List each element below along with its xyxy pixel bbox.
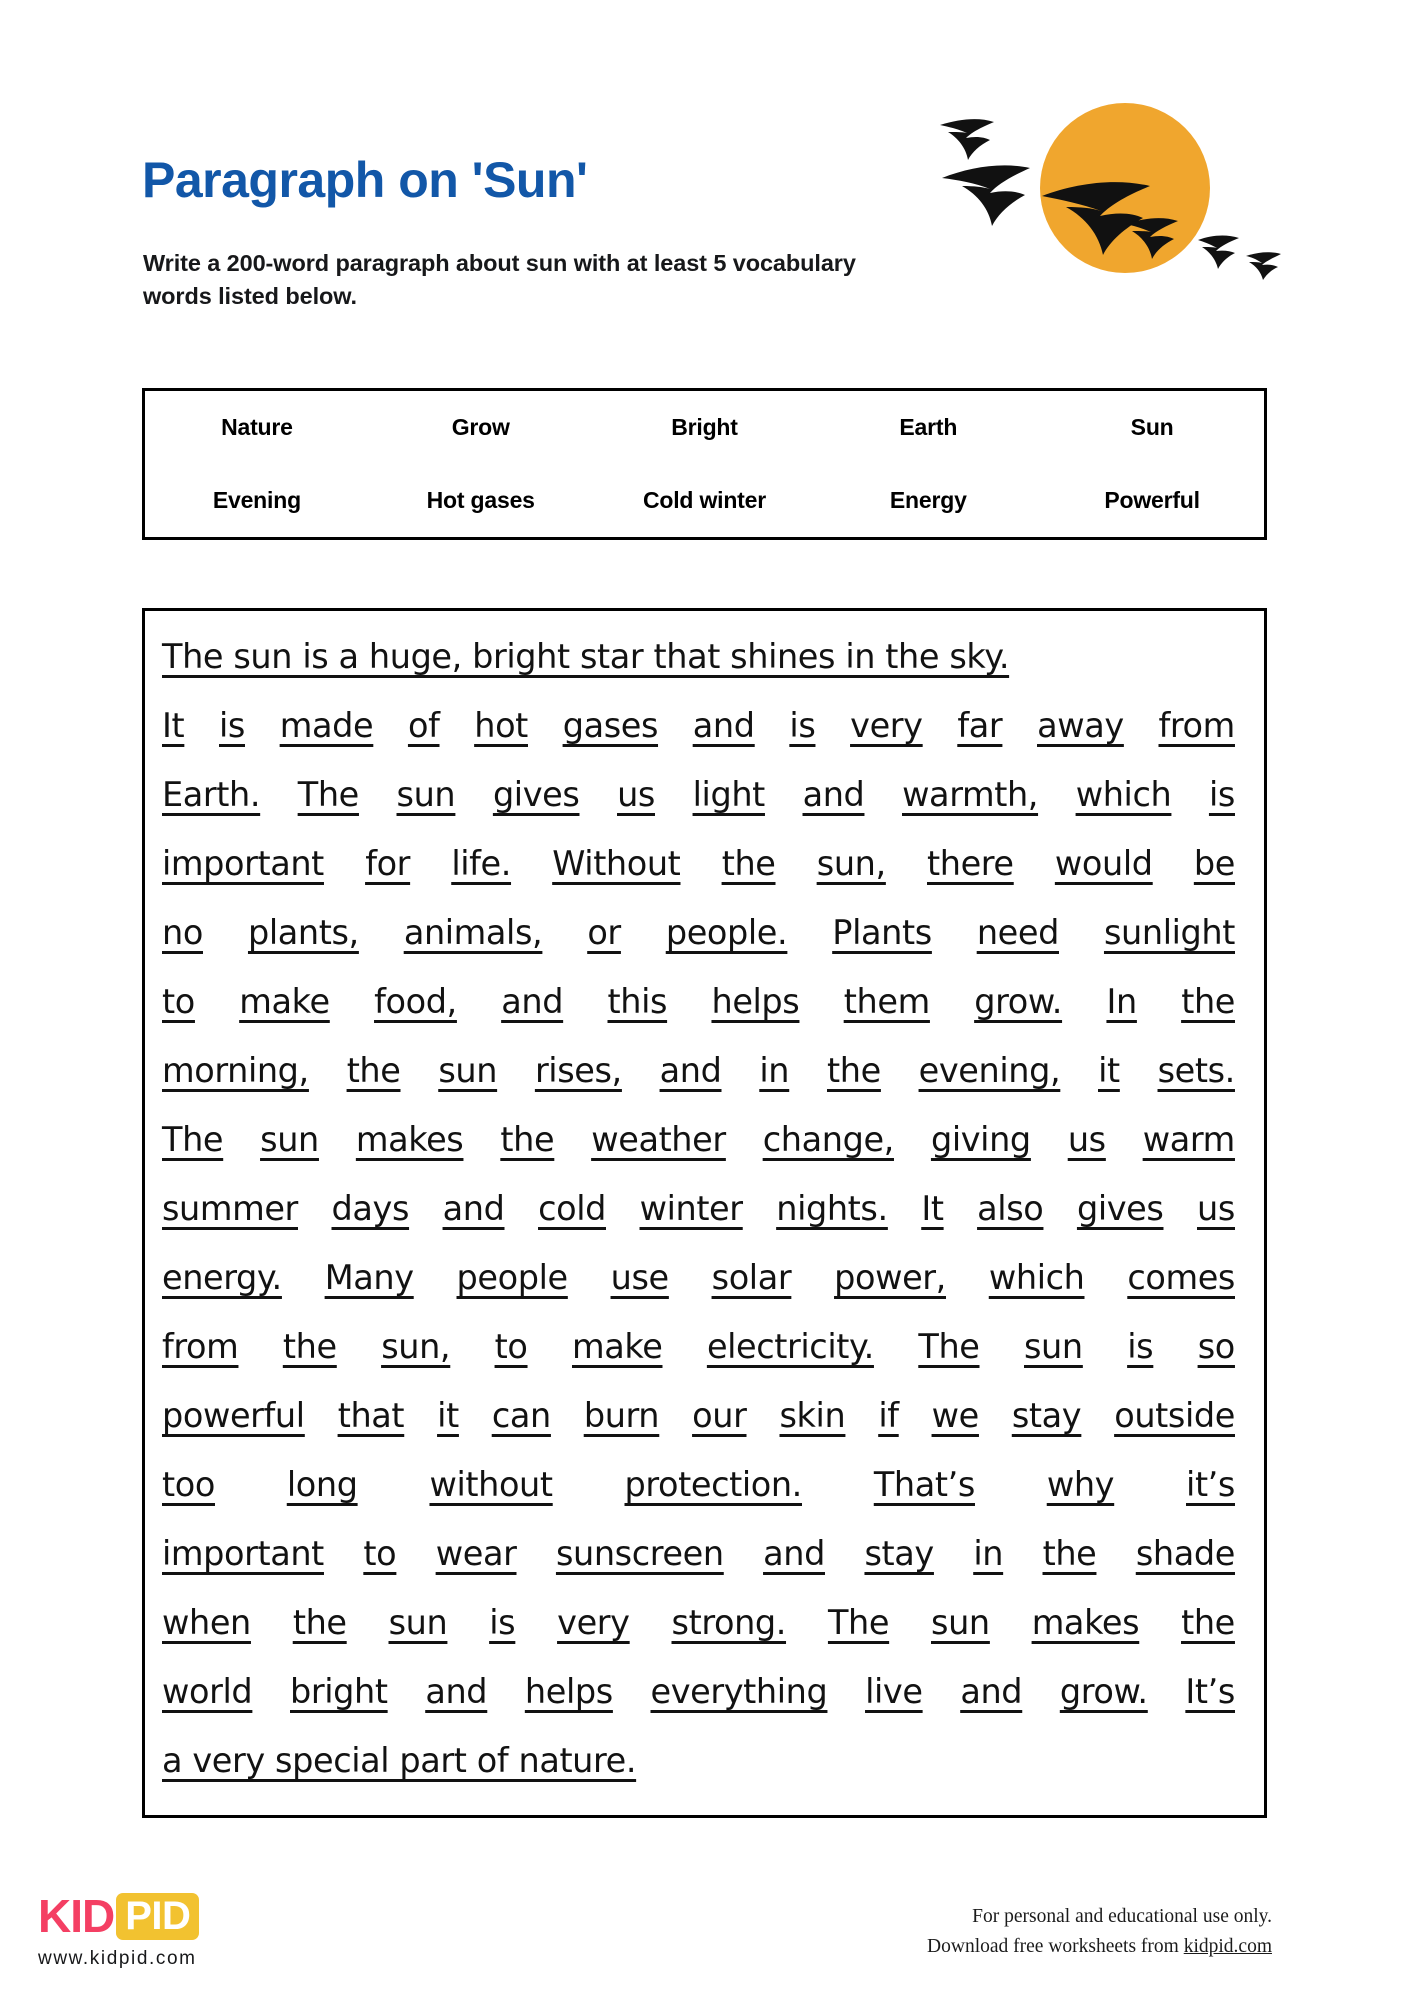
answer-word: the: [1181, 982, 1235, 1021]
answer-word: too: [162, 1465, 215, 1504]
answer-word: shade: [1135, 1534, 1235, 1573]
answer-word: why: [1046, 1465, 1115, 1504]
vocab-word: Sun: [1130, 414, 1174, 440]
answer-word: energy.: [162, 1258, 282, 1297]
answer-word: change,: [762, 1120, 894, 1159]
answer-line: [162, 1450, 1235, 1519]
answer-word: no: [162, 913, 203, 952]
answer-word: so: [1197, 1327, 1235, 1366]
answer-line: [162, 1174, 1235, 1243]
answer-word: long: [286, 1465, 358, 1504]
answer-word: us: [1197, 1189, 1235, 1228]
vocab-word: Energy: [889, 487, 967, 513]
answer-word: and: [763, 1534, 825, 1573]
answer-word: sunlight: [1103, 913, 1235, 952]
answer-line: [162, 1657, 1235, 1726]
answer-word: It: [162, 706, 185, 745]
answer-word: Earth.: [162, 775, 261, 814]
answer-line: [162, 1381, 1235, 1450]
answer-word: from: [1158, 706, 1235, 745]
vocab-word: Evening: [212, 487, 301, 513]
answer-word: skin: [779, 1396, 846, 1435]
answer-word: gives: [1076, 1189, 1164, 1228]
vocab-word: Bright: [671, 414, 738, 440]
answer-word: world: [162, 1672, 253, 1711]
answer-word: it’s: [1186, 1465, 1235, 1504]
answer-word: the: [721, 844, 776, 883]
answer-line: a very special part of nature.: [162, 1741, 637, 1780]
answer-word: and: [501, 982, 564, 1021]
answer-word: that: [337, 1396, 405, 1435]
answer-word: solar: [711, 1258, 792, 1297]
answer-word: and: [442, 1189, 505, 1228]
logo-pid-badge: [116, 1893, 199, 1940]
answer-word: comes: [1127, 1258, 1235, 1297]
vocabulary-grid: [145, 391, 1264, 537]
answer-word: without: [429, 1465, 553, 1504]
answer-word: sun: [388, 1603, 448, 1642]
vocab-word: Hot gases: [426, 487, 535, 513]
answer-word: our: [692, 1396, 747, 1435]
usage-notice-line2: [927, 1932, 1272, 1962]
answer-word: and: [659, 1051, 722, 1090]
answer-word: sunscreen: [555, 1534, 724, 1573]
answer-word: The: [297, 775, 359, 814]
answer-word: winter: [639, 1189, 743, 1228]
answer-line: [162, 1312, 1235, 1381]
answer-word: which: [1075, 775, 1172, 814]
answer-word: live: [865, 1672, 923, 1711]
answer-word: plants,: [247, 913, 359, 952]
answer-word: sun: [260, 1120, 319, 1159]
answer-word: warmth,: [902, 775, 1039, 814]
answer-word: nights.: [776, 1189, 888, 1228]
answer-word: helps: [524, 1672, 613, 1711]
answer-word: is: [219, 706, 245, 745]
answer-word: and: [692, 706, 755, 745]
answer-word: in: [973, 1534, 1004, 1573]
answer-word: That’s: [873, 1465, 975, 1504]
answer-line: [162, 898, 1235, 967]
answer-word: sun,: [381, 1327, 451, 1366]
sun-and-birds-illustration: [930, 100, 1350, 320]
answer-word: sun: [931, 1603, 990, 1642]
answer-word: bright: [290, 1672, 388, 1711]
answer-word: sun: [396, 775, 456, 814]
answer-word: the: [282, 1327, 337, 1366]
answer-word: The: [162, 1120, 224, 1159]
answer-word: summer: [162, 1189, 298, 1228]
answer-word: giving: [930, 1120, 1031, 1159]
vocab-word: Grow: [451, 414, 510, 440]
answer-word: food,: [374, 982, 457, 1021]
kidpid-link[interactable]: kidpid.com: [1183, 1936, 1272, 1958]
answer-word: strong.: [671, 1603, 787, 1642]
answer-word: The: [827, 1603, 890, 1642]
answer-word: light: [692, 775, 765, 814]
answer-word: protection.: [624, 1465, 802, 1504]
answer-word: cold: [538, 1189, 606, 1228]
answer-word: powerful: [162, 1396, 305, 1435]
kidpid-logo[interactable]: [38, 1890, 199, 1970]
answer-word: the: [500, 1120, 555, 1159]
answer-word: is: [789, 706, 816, 745]
answer-word: the: [1042, 1534, 1097, 1573]
answer-word: rises,: [534, 1051, 622, 1090]
answer-word: warm: [1142, 1120, 1235, 1159]
answer-word: life.: [451, 844, 512, 883]
vocab-word: Cold winter: [642, 487, 766, 513]
answer-line: [162, 1243, 1235, 1312]
answer-word: is: [1127, 1327, 1154, 1366]
answer-word: which: [988, 1258, 1085, 1297]
usage-notice-prefix: Download free worksheets from: [927, 1936, 1184, 1958]
answer-word: we: [931, 1396, 979, 1435]
answer-word: wear: [435, 1534, 517, 1573]
vocab-word: Powerful: [1104, 487, 1200, 513]
answer-word: need: [976, 913, 1059, 952]
answer-word: animals,: [403, 913, 543, 952]
answer-word: sun: [438, 1051, 498, 1090]
answer-word: the: [346, 1051, 401, 1090]
answer-word: Many: [324, 1258, 414, 1297]
answer-word: It’s: [1185, 1672, 1235, 1711]
answer-word: make: [572, 1327, 663, 1366]
answer-line: [162, 1519, 1235, 1588]
answer-word: gases: [562, 706, 659, 745]
vocab-word: Nature: [221, 414, 293, 440]
answer-word: In: [1106, 982, 1137, 1021]
answer-line: [162, 1588, 1235, 1657]
answer-word: outside: [1114, 1396, 1235, 1435]
logo-website-url: www.kidpid.com: [38, 1948, 197, 1969]
answer-word: to: [494, 1327, 528, 1366]
answer-word: hot: [474, 706, 528, 745]
answer-word: burn: [583, 1396, 660, 1435]
answer-word: is: [489, 1603, 516, 1642]
answer-word: Plants: [832, 913, 932, 952]
answer-word: important: [162, 1534, 324, 1573]
answer-word: is: [1208, 775, 1235, 814]
vocabulary-word-bank: [142, 388, 1267, 540]
answer-word: gives: [492, 775, 580, 814]
answer-word: there: [927, 844, 1014, 883]
answer-line: [162, 1105, 1235, 1174]
answer-word: stay: [1011, 1396, 1082, 1435]
answer-word: the: [1181, 1603, 1235, 1642]
answer-word: and: [425, 1672, 488, 1711]
answer-word: people.: [665, 913, 788, 952]
page-title: Paragraph on 'Sun': [142, 152, 588, 208]
answer-word: it: [437, 1396, 459, 1435]
logo-pid-text: PID: [125, 1893, 191, 1938]
answer-word: important: [162, 844, 324, 883]
answer-word: everything: [650, 1672, 828, 1711]
answer-word: The: [918, 1327, 980, 1366]
answer-word: it: [1098, 1051, 1120, 1090]
answer-word: stay: [864, 1534, 934, 1573]
answer-word: in: [759, 1051, 790, 1090]
answer-word: and: [960, 1672, 1023, 1711]
usage-notice: [927, 1902, 1272, 1962]
answer-word: to: [363, 1534, 397, 1573]
answer-word: people: [456, 1258, 568, 1297]
answer-word: very: [850, 706, 923, 745]
answer-word: helps: [711, 982, 800, 1021]
answer-word: sun: [1024, 1327, 1083, 1366]
answer-word: or: [587, 913, 621, 952]
answer-word: the: [827, 1051, 881, 1090]
answer-word: weather: [591, 1120, 726, 1159]
answer-word: grow.: [1059, 1672, 1148, 1711]
answer-word: us: [617, 775, 655, 814]
answer-line: [162, 691, 1235, 760]
answer-word: when: [162, 1603, 251, 1642]
answer-word: can: [491, 1396, 551, 1435]
answer-word: for: [365, 844, 411, 883]
worksheet-header: [0, 0, 1414, 310]
answer-text[interactable]: [162, 622, 1235, 1795]
answer-word: use: [610, 1258, 669, 1297]
answer-response-box[interactable]: [142, 608, 1267, 1818]
answer-word: makes: [1031, 1603, 1140, 1642]
answer-line: The sun is a huge, bright star that shines in the sky.: [162, 637, 1010, 676]
answer-word: evening,: [918, 1051, 1061, 1090]
answer-line: [162, 829, 1235, 898]
answer-word: sets.: [1157, 1051, 1235, 1090]
answer-word: far: [957, 706, 1003, 745]
answer-word: also: [977, 1189, 1044, 1228]
answer-word: and: [802, 775, 865, 814]
answer-word: of: [407, 706, 440, 745]
answer-line: [162, 760, 1235, 829]
answer-word: electricity.: [706, 1327, 874, 1366]
answer-word: them: [843, 982, 930, 1021]
answer-word: morning,: [162, 1051, 309, 1090]
answer-word: sun,: [816, 844, 886, 883]
answer-word: the: [292, 1603, 347, 1642]
answer-word: be: [1193, 844, 1235, 883]
answer-line: [162, 1036, 1235, 1105]
instructions-text: Write a 200-word paragraph about sun with at least 5 vocabulary words listed below.: [143, 250, 856, 310]
answer-word: It: [921, 1189, 944, 1228]
answer-word: made: [279, 706, 374, 745]
worksheet-footer: [0, 1860, 1414, 2000]
answer-word: very: [557, 1603, 630, 1642]
vocab-word: Earth: [899, 414, 958, 440]
answer-word: away: [1037, 706, 1124, 745]
answer-word: grow.: [974, 982, 1063, 1021]
answer-word: power,: [834, 1258, 946, 1297]
answer-word: days: [331, 1189, 410, 1228]
answer-word: make: [239, 982, 330, 1021]
answer-word: to: [162, 982, 195, 1021]
answer-line: [162, 967, 1235, 1036]
answer-word: makes: [355, 1120, 464, 1159]
answer-word: us: [1067, 1120, 1106, 1159]
answer-word: Without: [552, 844, 681, 883]
usage-notice-line1: For personal and educational use only.: [972, 1906, 1272, 1927]
answer-word: from: [162, 1327, 239, 1366]
answer-word: this: [607, 982, 668, 1021]
logo-kid-text: KID: [38, 1890, 115, 1942]
answer-word: if: [878, 1396, 899, 1435]
answer-word: would: [1054, 844, 1153, 883]
